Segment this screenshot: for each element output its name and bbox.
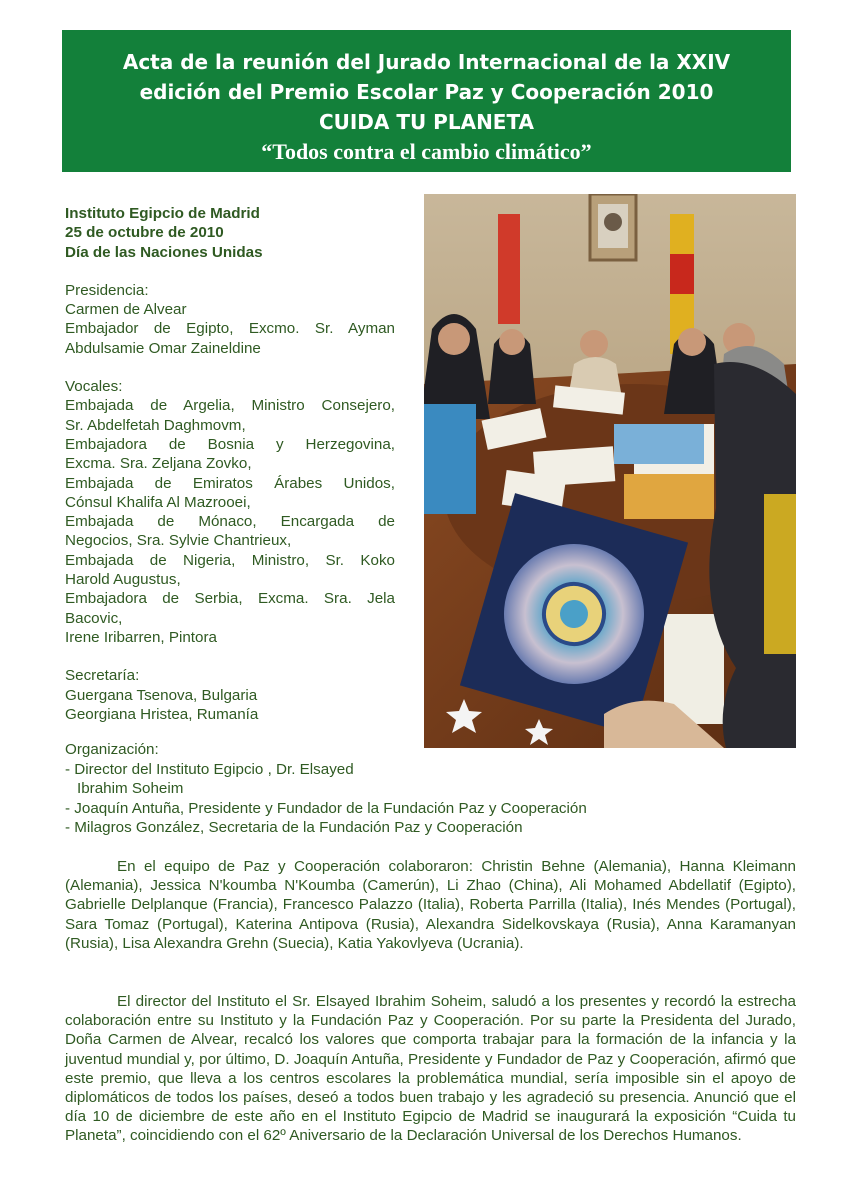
presidencia-title: Presidencia:	[65, 281, 149, 299]
title-line-3: CUIDA TU PLANETA	[318, 110, 535, 134]
secretaria-line: Guergana Tsenova, Bulgaria	[65, 686, 258, 704]
vocales-line: Cónsul Khalifa Al Mazrooei,	[65, 493, 251, 511]
organizacion-item: - Joaquín Antuña, Presidente y Fundador de la Fundación Paz y Cooperación	[65, 799, 587, 817]
presidencia-line: Embajador de Egipto, Excmo. Sr. Ayman	[65, 320, 395, 338]
title-line-1: Acta de la reunión del Jurado Internacional de la XXIV	[122, 50, 731, 74]
subtitle-line: “Todos contra el cambio climático”	[261, 139, 592, 164]
presidencia-line: Abdulsamie Omar Zaineldine	[65, 339, 261, 357]
secretaria-title: Secretaría:	[65, 667, 140, 685]
vocales-line: Excma. Sra. Zeljana Zovko,	[65, 455, 252, 473]
organizacion-item: - Director del Instituto Egipcio , Dr. Elsayed Ibrahim Soheim	[65, 760, 354, 797]
speeches-text: El director del Instituto el Sr. Elsayed Ibrahim Soheim, saludó a los presentes y recordó la estrecha colaboración entre su Instituto y la Fundación Paz y Cooperación. Por su parte la Presidenta del Jurado, Doña Carmen de Alvear, recalcó los valores que comporta trabajar para la formación de la infancia y la juventud mundial y, por último, D. Joaquín Antuña, Presidente y Fundador de Paz y Cooperación, afirmó que este premio, que lleva a los centros escolares la problemática mundial, sería imposible sin el apoyo de diplomáticos de todos los países, deseó a todos buen trabajo y les agradeció su presencia. Anunció que el día 10 de diciembre de este año en el Instituto Egipcio de Madrid se inaugurará la exposición “Cuida tu Planeta”, coincidiendo con el 62º Aniversario de la Declaración Universal de los Derechos Humanos.	[65, 993, 796, 1145]
meeting-details	[65, 204, 395, 724]
meeting-place: Instituto Egipcio de Madrid	[65, 205, 260, 222]
vocales-line: Embajadora de Bosnia y Herzegovina,	[65, 435, 395, 453]
organizacion-title: Organización:	[65, 741, 159, 758]
organizacion-section	[65, 740, 795, 838]
collaborators-text: En el equipo de Paz y Cooperación colaboraron: Christin Behne (Alemania), Hanna Kleimann (Alemania), Jessica N'koumba N'Koumba (Camerún), Li Zhao (China), Ali Mohamed Abdellatif (Egipto), Gabrielle Delplanque (Francia), Francesco Palazzo (Italia), Roberta Parrilla (Italia), Inés Mendes (Portugal), Sara Tomaz (Portugal), Katerina Antipova (Rusia), Alexandra Sidelkovskaya (Rusia), Anna Karamanyan (Rusia), Lisa Alexandra Grehn (Suecia), Katia Yakovlyeva (Ucrania).	[65, 858, 796, 952]
collaborators-paragraph	[65, 857, 796, 953]
vocales-line: Embajada de Nigeria, Ministro, Sr. Koko	[65, 551, 395, 569]
speeches-paragraph	[65, 992, 796, 1146]
vocales-line: Negocios, Sra. Sylvie Chantrieux,	[65, 532, 292, 550]
vocales-title: Vocales:	[65, 378, 123, 396]
jury-meeting-photo	[424, 194, 796, 748]
presidencia-line: Carmen de Alvear	[65, 301, 187, 319]
vocales-line: Embajada de Mónaco, Encargada de	[65, 513, 395, 531]
secretaria-line: Georgiana Hristea, Rumanía	[65, 705, 259, 723]
vocales-line: Bacovic,	[65, 609, 123, 627]
title-line-2: edición del Premio Escolar Paz y Cooperación 2010	[139, 80, 714, 104]
vocales-line: Irene Iribarren, Pintora	[65, 628, 217, 646]
title-banner	[62, 30, 791, 172]
vocales-line: Sr. Abdelfetah Daghmovm,	[65, 416, 246, 434]
vocales-line: Embajada de Argelia, Ministro Consejero,	[65, 397, 395, 415]
vocales-line: Embajadora de Serbia, Excma. Sra. Jela	[65, 590, 395, 608]
vocales-line: Embajada de Emiratos Árabes Unidos,	[65, 474, 395, 492]
organizacion-item: - Milagros González, Secretaria de la Fundación Paz y Cooperación	[65, 819, 523, 836]
meeting-occasion: Día de las Naciones Unidas	[65, 243, 263, 261]
vocales-line: Harold Augustus,	[65, 571, 181, 589]
meeting-date: 25 de octubre de 2010	[65, 224, 224, 242]
